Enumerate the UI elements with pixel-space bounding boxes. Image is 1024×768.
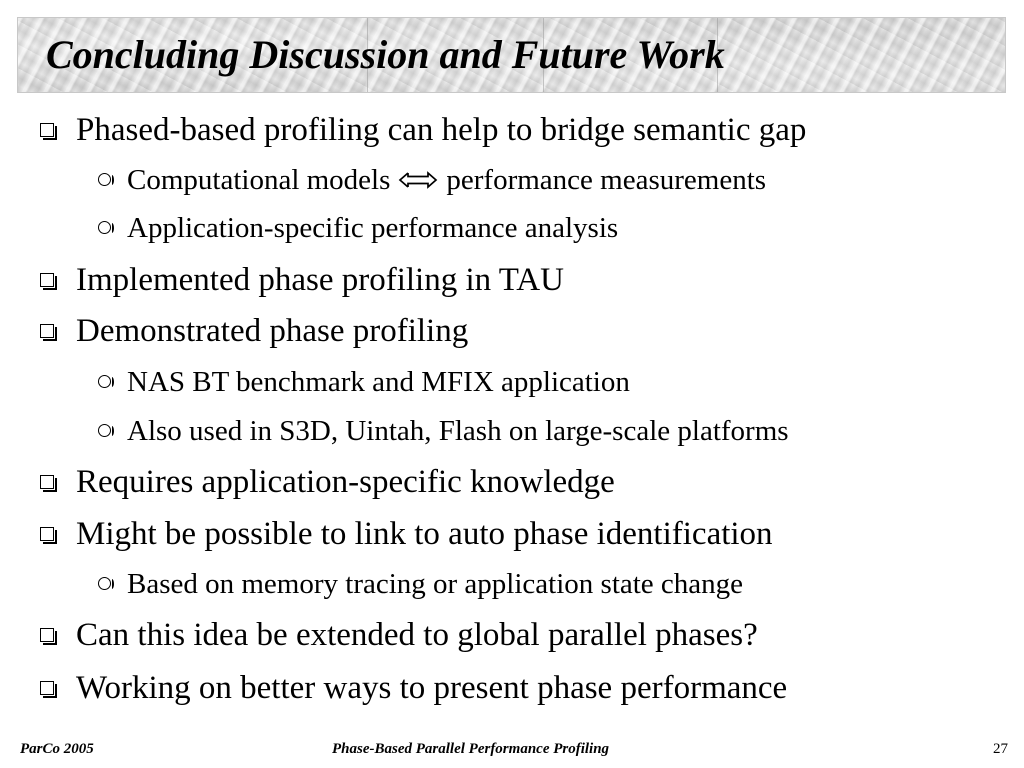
sub-bullet-text: NAS BT benchmark and MFIX application [127, 365, 630, 398]
circle-bullet-icon [98, 424, 111, 437]
slide-title: Concluding Discussion and Future Work [46, 32, 725, 77]
circle-bullet-icon [98, 577, 111, 590]
sub-bullet-item [92, 364, 630, 400]
slide-number: 27 [993, 741, 1008, 757]
sub-bullet-text: Application-specific performance analysis [127, 211, 619, 244]
sub-bullet-text: Also used in S3D, Uintah, Flash on large-scale platforms [127, 414, 789, 447]
bullet-text: Requires application-specific knowledge [76, 463, 615, 500]
sub-bullet-text: Computational models [127, 163, 391, 196]
sub-bullet-item [92, 162, 766, 198]
bullet-text: Might be possible to link to auto phase identification [76, 515, 773, 552]
bullet-item [38, 110, 806, 150]
sub-bullet-text: performance measurements [446, 163, 767, 196]
bullet-item [38, 615, 758, 655]
bullet-text: Implemented phase profiling in TAU [76, 261, 564, 298]
circle-bullet-icon [98, 173, 111, 186]
bullet-item [38, 462, 615, 502]
sub-bullet-text: Based on memory tracing or application state change [127, 567, 744, 600]
bullet-text: Phased-based profiling can help to bridge semantic gap [76, 111, 807, 148]
bullet-text: Demonstrated phase profiling [76, 312, 469, 349]
square-bullet-icon [40, 273, 54, 287]
bullet-item [38, 260, 564, 300]
square-bullet-icon [40, 475, 54, 489]
bullet-text: Can this idea be extended to global parallel phases? [76, 616, 758, 653]
double-arrow-icon [398, 170, 438, 190]
circle-bullet-icon [98, 375, 111, 388]
circle-bullet-icon [98, 221, 111, 234]
square-bullet-icon [40, 628, 54, 642]
bullet-item [38, 311, 468, 351]
square-bullet-icon [40, 681, 54, 695]
sub-bullet-item [92, 413, 789, 449]
footer-talk-title: Phase-Based Parallel Performance Profiling [332, 741, 610, 757]
square-bullet-icon [40, 324, 54, 338]
square-bullet-icon [40, 527, 54, 541]
sub-bullet-item [92, 210, 618, 246]
footer-conference: ParCo 2005 [20, 741, 94, 757]
sub-bullet-item [92, 566, 743, 602]
bullet-item [38, 514, 773, 554]
bullet-item [38, 668, 787, 708]
square-bullet-icon [40, 123, 54, 137]
bullet-text: Working on better ways to present phase performance [76, 669, 788, 706]
